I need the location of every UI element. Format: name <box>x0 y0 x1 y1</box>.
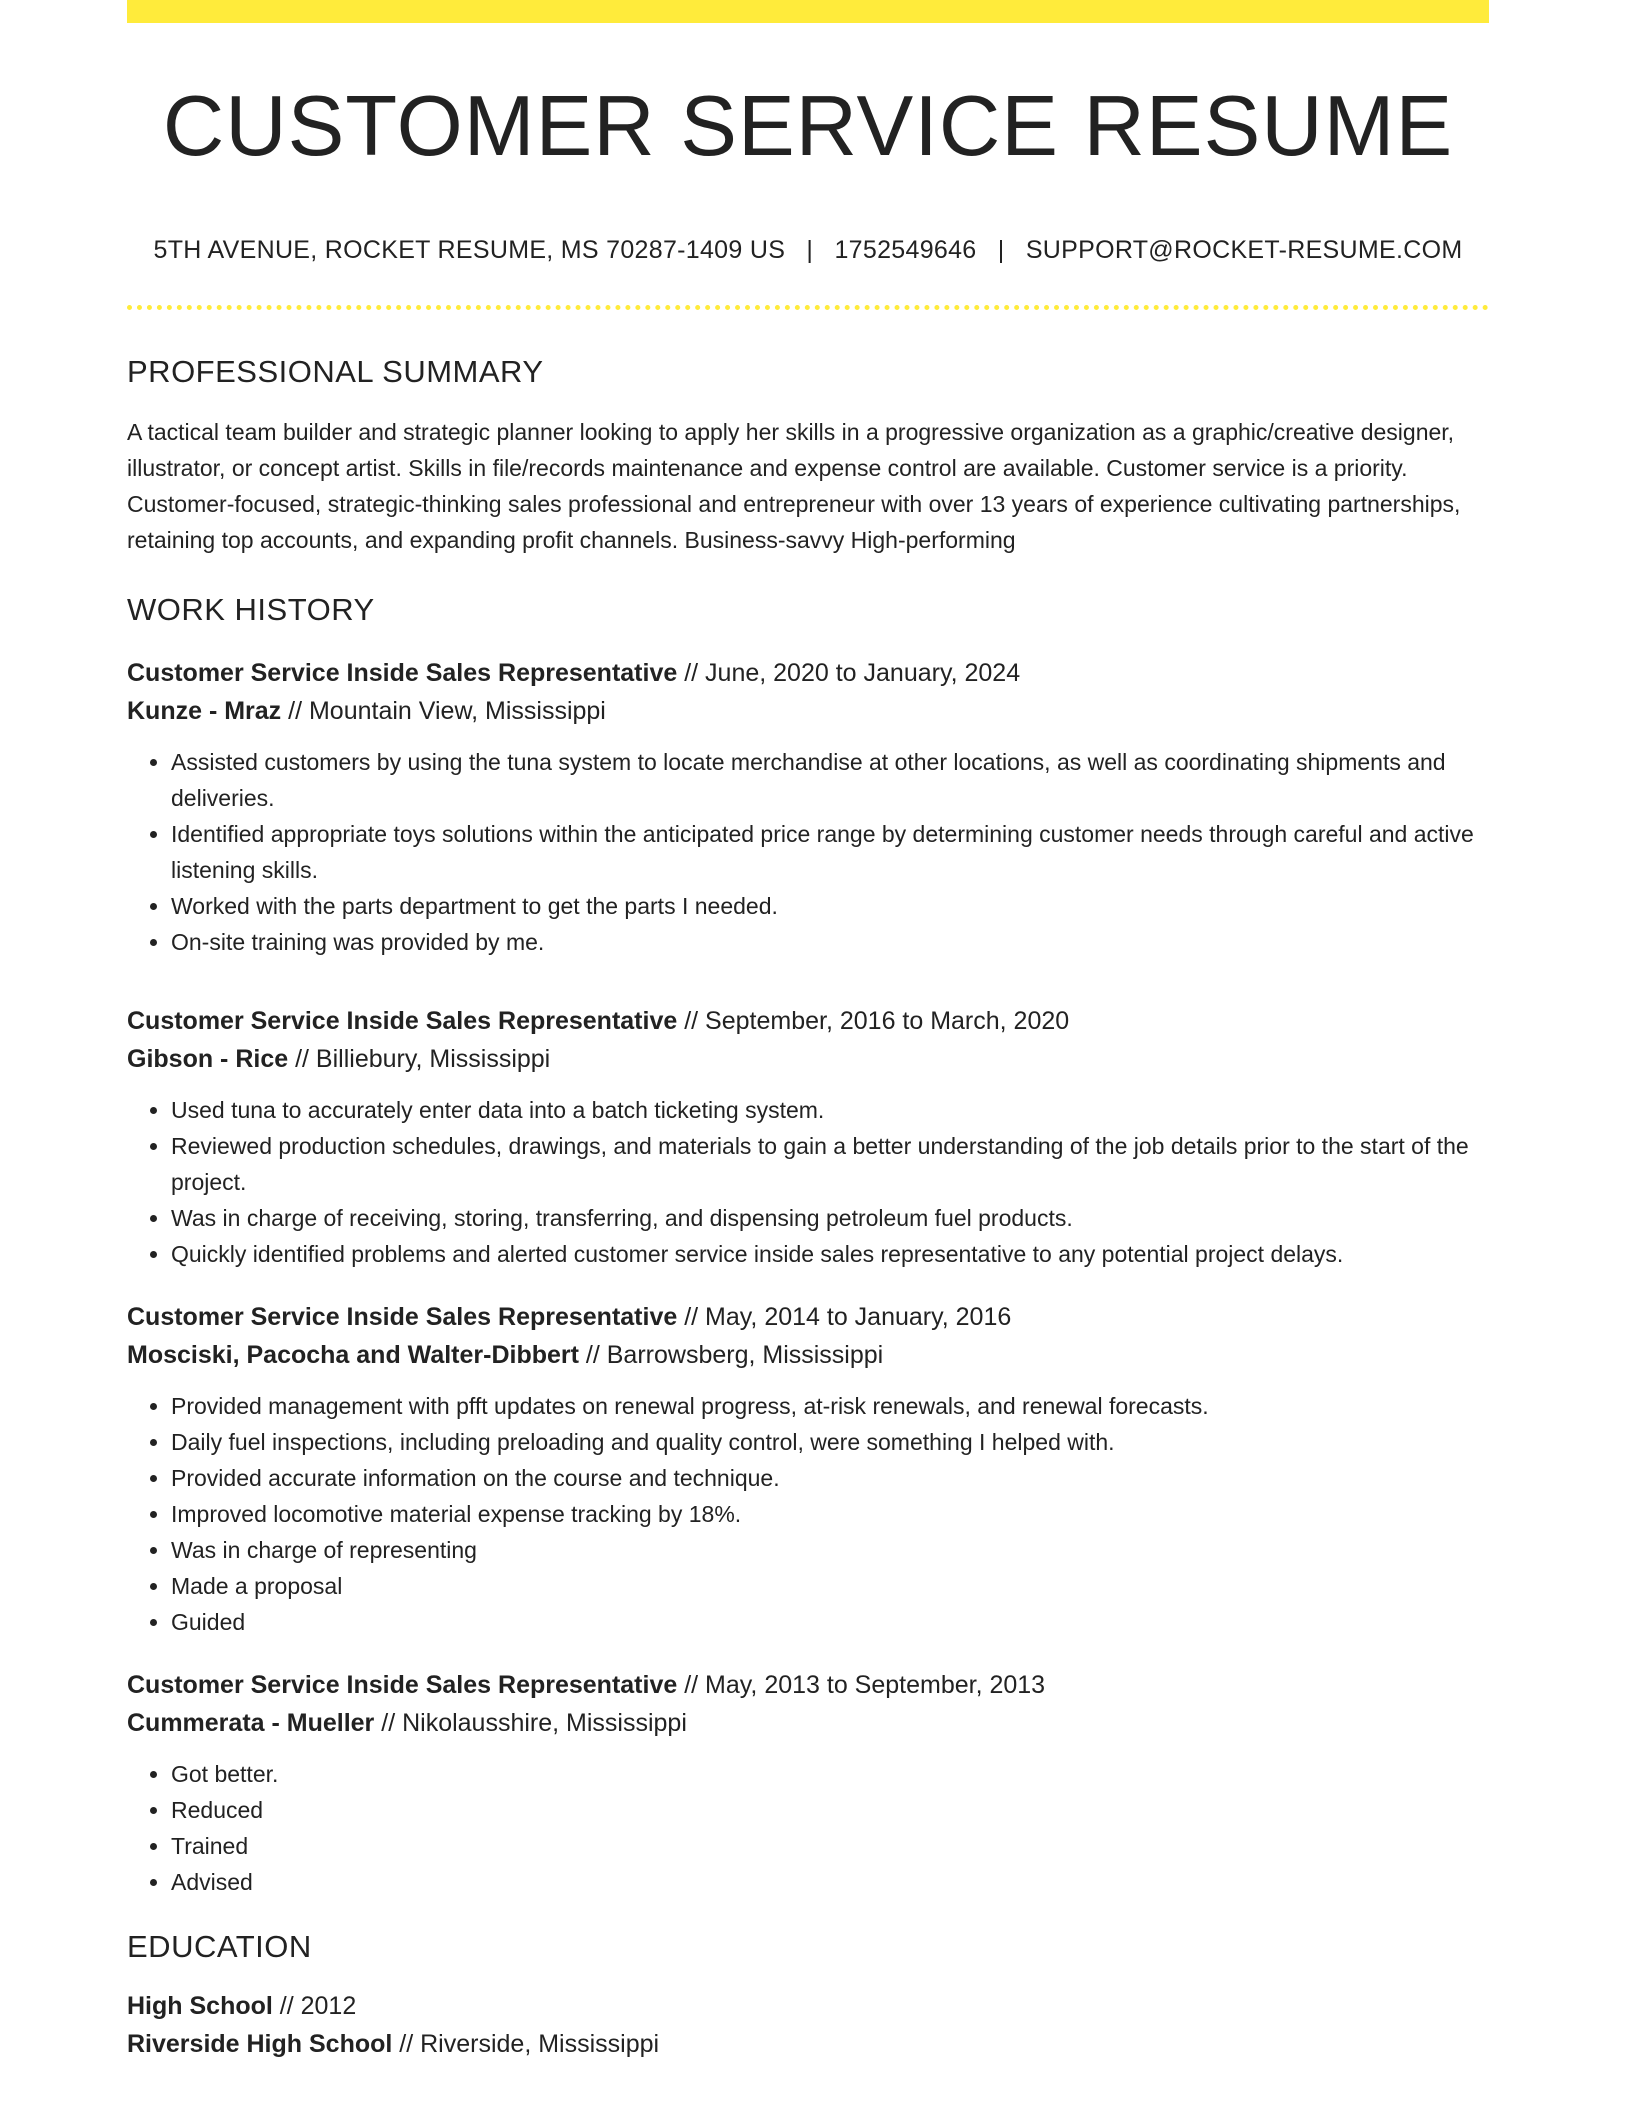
job-bullet: • Made a proposal <box>171 1568 1489 1604</box>
job-bullet: • Worked with the parts department to get the parts I needed. <box>171 888 1489 924</box>
job-location: // Nikolausshire, Mississippi <box>374 1708 687 1737</box>
job-title-line <box>127 1002 1489 1040</box>
dotted-divider <box>127 305 1489 310</box>
contact-line <box>127 236 1489 265</box>
job-title: Customer Service Inside Sales Representative <box>127 1670 678 1699</box>
job-bullet: • Advised <box>171 1864 1489 1900</box>
job-bullets <box>127 1092 1489 1272</box>
job-dates: // May, 2013 to September, 2013 <box>677 1670 1046 1699</box>
summary-text: A tactical team builder and strategic planner looking to apply her skills in a progressive organization as a graphic/creative designer, illustrator, or concept artist. Skills in file/records maintenance and expense control are available. Customer service is a priority. Customer-focused, strategic-thinking sales professional and entrepreneur with over 13 years of experience cultivating partnerships, retaining top accounts, and expanding profit channels. Business-savvy High-performing <box>127 418 1461 553</box>
job-location: // Mountain View, Mississippi <box>281 696 606 725</box>
job-company: Kunze - Mraz <box>127 696 282 725</box>
job-bullet: • Reviewed production schedules, drawings, and materials to gain a better understanding of the job details prior to the start of the project. <box>171 1128 1489 1200</box>
job-location: // Barrowsberg, Mississippi <box>578 1340 884 1369</box>
job-bullet: • Used tuna to accurately enter data into a batch ticketing system. <box>171 1092 1489 1128</box>
education-entry <box>127 1987 1489 2063</box>
job-title-line <box>127 1298 1489 1336</box>
job-bullet: • Was in charge of receiving, storing, transferring, and dispensing petroleum fuel products. <box>171 1200 1489 1236</box>
contact-email: SUPPORT@ROCKET-RESUME.COM <box>1025 235 1463 264</box>
contact-separator: | <box>806 235 814 264</box>
job-location: // Billiebury, Mississippi <box>288 1044 551 1073</box>
work-history-heading: WORK HISTORY <box>127 591 375 627</box>
job-entry <box>127 1002 1489 1272</box>
job-entry <box>127 1298 1489 1640</box>
contact-address: 5TH AVENUE, ROCKET RESUME, MS 70287-1409 US <box>153 235 786 264</box>
education-degree: High School <box>127 1992 273 2021</box>
job-bullets <box>127 744 1489 960</box>
job-company-line <box>127 1704 1489 1742</box>
job-bullet: • Improved locomotive material expense tracking by 18%. <box>171 1496 1489 1532</box>
job-company: Gibson - Rice <box>127 1044 289 1073</box>
job-company-line <box>127 1040 1489 1078</box>
job-company: Mosciski, Pacocha and Walter-Dibbert <box>127 1340 579 1369</box>
job-entry <box>127 1666 1489 1900</box>
summary-heading: PROFESSIONAL SUMMARY <box>127 353 544 389</box>
job-title-line <box>127 654 1489 692</box>
job-bullet: • On-site training was provided by me. <box>171 924 1489 960</box>
contact-phone: 1752549646 <box>834 235 977 264</box>
education-year: // 2012 <box>272 1992 357 2021</box>
job-bullet: • Daily fuel inspections, including preloading and quality control, were something I helped with. <box>171 1424 1489 1460</box>
education-degree-line <box>127 1987 1489 2025</box>
job-bullet: • Assisted customers by using the tuna system to locate merchandise at other locations, as well as coordinating shipments and deliveries. <box>171 744 1489 816</box>
job-bullet: • Guided <box>171 1604 1489 1640</box>
accent-top-bar <box>127 0 1489 23</box>
job-company: Cummerata - Mueller <box>127 1708 375 1737</box>
resume-title: CUSTOMER SERVICE RESUME <box>162 79 1454 174</box>
education-school-line <box>127 2025 1489 2063</box>
job-entry <box>127 654 1489 960</box>
resume-page <box>127 0 1489 2063</box>
job-bullets <box>127 1756 1489 1900</box>
contact-separator: | <box>997 235 1005 264</box>
job-title: Customer Service Inside Sales Representative <box>127 658 678 687</box>
job-dates: // May, 2014 to January, 2016 <box>677 1302 1012 1331</box>
job-bullet: • Identified appropriate toys solutions within the anticipated price range by determining customer needs through careful and active listening skills. <box>171 816 1489 888</box>
job-bullet: • Got better. <box>171 1756 1489 1792</box>
job-title: Customer Service Inside Sales Representative <box>127 1006 678 1035</box>
job-bullet: • Provided accurate information on the course and technique. <box>171 1460 1489 1496</box>
job-bullet: • Was in charge of representing <box>171 1532 1489 1568</box>
job-bullet: • Reduced <box>171 1792 1489 1828</box>
job-bullet: • Provided management with pfft updates on renewal progress, at-risk renewals, and renewal forecasts. <box>171 1388 1489 1424</box>
job-bullet: • Trained <box>171 1828 1489 1864</box>
job-title: Customer Service Inside Sales Representative <box>127 1302 678 1331</box>
education-school: Riverside High School <box>127 2030 393 2059</box>
job-company-line <box>127 692 1489 730</box>
education-location: // Riverside, Mississippi <box>392 2030 660 2059</box>
education-heading: EDUCATION <box>127 1928 312 1964</box>
job-title-line <box>127 1666 1489 1704</box>
job-dates: // June, 2020 to January, 2024 <box>677 658 1021 687</box>
job-company-line <box>127 1336 1489 1374</box>
job-bullets <box>127 1388 1489 1640</box>
job-dates: // September, 2016 to March, 2020 <box>677 1006 1070 1035</box>
job-bullet: • Quickly identified problems and alerted customer service inside sales representative to any potential project delays. <box>171 1236 1489 1272</box>
